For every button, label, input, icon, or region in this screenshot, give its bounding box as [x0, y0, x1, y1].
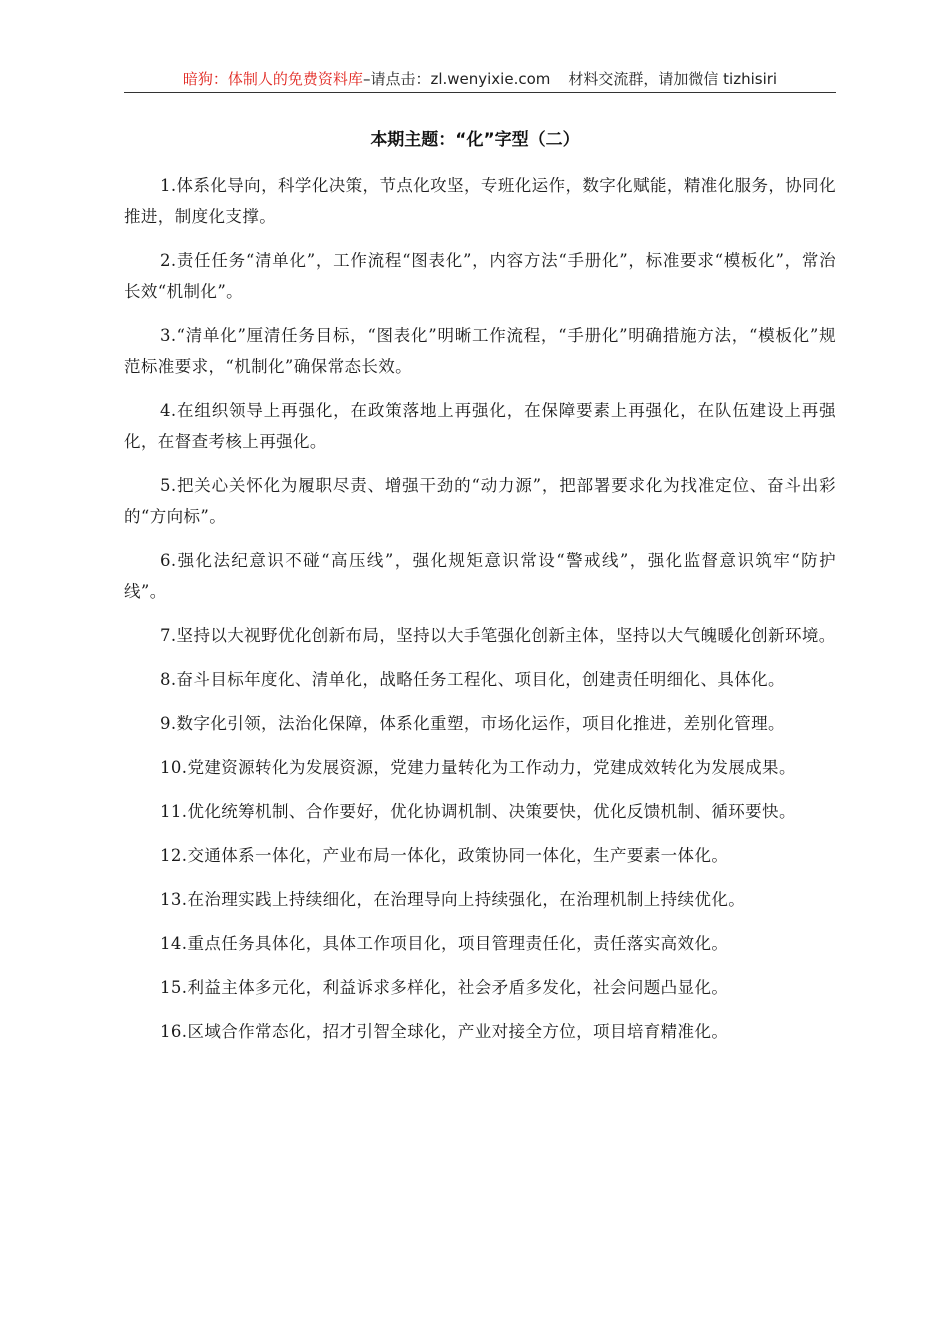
header-click-prompt: –请点击：	[362, 70, 431, 88]
list-item: 7.坚持以大视野优化创新布局，坚持以大手笔强化创新主体，坚持以大气魄暖化创新环境。	[160, 626, 836, 645]
list-item: 15.利益主体多元化，利益诉求多样化，社会矛盾多发化，社会问题凸显化。	[160, 978, 729, 997]
list-item: 13.在治理实践上持续细化，在治理导向上持续强化，在治理机制上持续优化。	[160, 890, 746, 909]
list-item: 6.强化法纪意识不碰“高压线”，强化规矩意识常设“警戒线”，强化监督意识筑牢“防护线”。	[124, 551, 836, 601]
header-url-link[interactable]: zl.wenyixie.com	[430, 70, 551, 88]
list-item: 3.“清单化”厘清任务目标，“图表化”明晰工作流程，“手册化”明确措施方法，“模板化”规范标准要求，“机制化”确保常态长效。	[124, 326, 836, 376]
list-item: 9.数字化引领，法治化保障，体系化重塑，市场化运作，项目化推进，差别化管理。	[160, 714, 785, 733]
list-item: 14.重点任务具体化，具体工作项目化，项目管理责任化，责任落实高效化。	[160, 934, 729, 953]
list-item: 2.责任任务“清单化”，工作流程“图表化”，内容方法“手册化”，标准要求“模板化”，常治长效“机制化”。	[124, 251, 836, 301]
list-item: 1.体系化导向，科学化决策，节点化攻坚，专班化运作，数字化赋能，精准化服务，协同化推进，制度化支撑。	[124, 176, 836, 226]
list-item: 12.交通体系一体化，产业布局一体化，政策协同一体化，生产要素一体化。	[160, 846, 729, 865]
list-item: 11.优化统筹机制、合作要好，优化协调机制、决策要快，优化反馈机制、循环要快。	[160, 802, 796, 821]
page-title: 本期主题：“化”字型（二）	[370, 130, 580, 150]
list-item: 8.奋斗目标年度化、清单化，战略任务工程化、项目化，创建责任明细化、具体化。	[160, 670, 785, 689]
header-wechat-note: 材料交流群，请加微信 tizhisiri	[568, 70, 778, 88]
item-list	[124, 170, 836, 1060]
list-item: 4.在组织领导上再强化，在政策落地上再强化，在保障要素上再强化，在队伍建设上再强化，在督查考核上再强化。	[124, 401, 836, 451]
list-item: 5.把关心关怀化为履职尽责、增强干劲的“动力源”，把部署要求化为找准定位、奋斗出彩的“方向标”。	[124, 476, 836, 526]
page-header	[124, 66, 836, 93]
list-item: 10.党建资源转化为发展资源，党建力量转化为工作动力，党建成效转化为发展成果。	[160, 758, 796, 777]
list-item: 16.区域合作常态化，招才引智全球化，产业对接全方位，项目培育精准化。	[160, 1022, 729, 1041]
header-brand: 暗狗：体制人的免费资料库	[182, 70, 363, 88]
